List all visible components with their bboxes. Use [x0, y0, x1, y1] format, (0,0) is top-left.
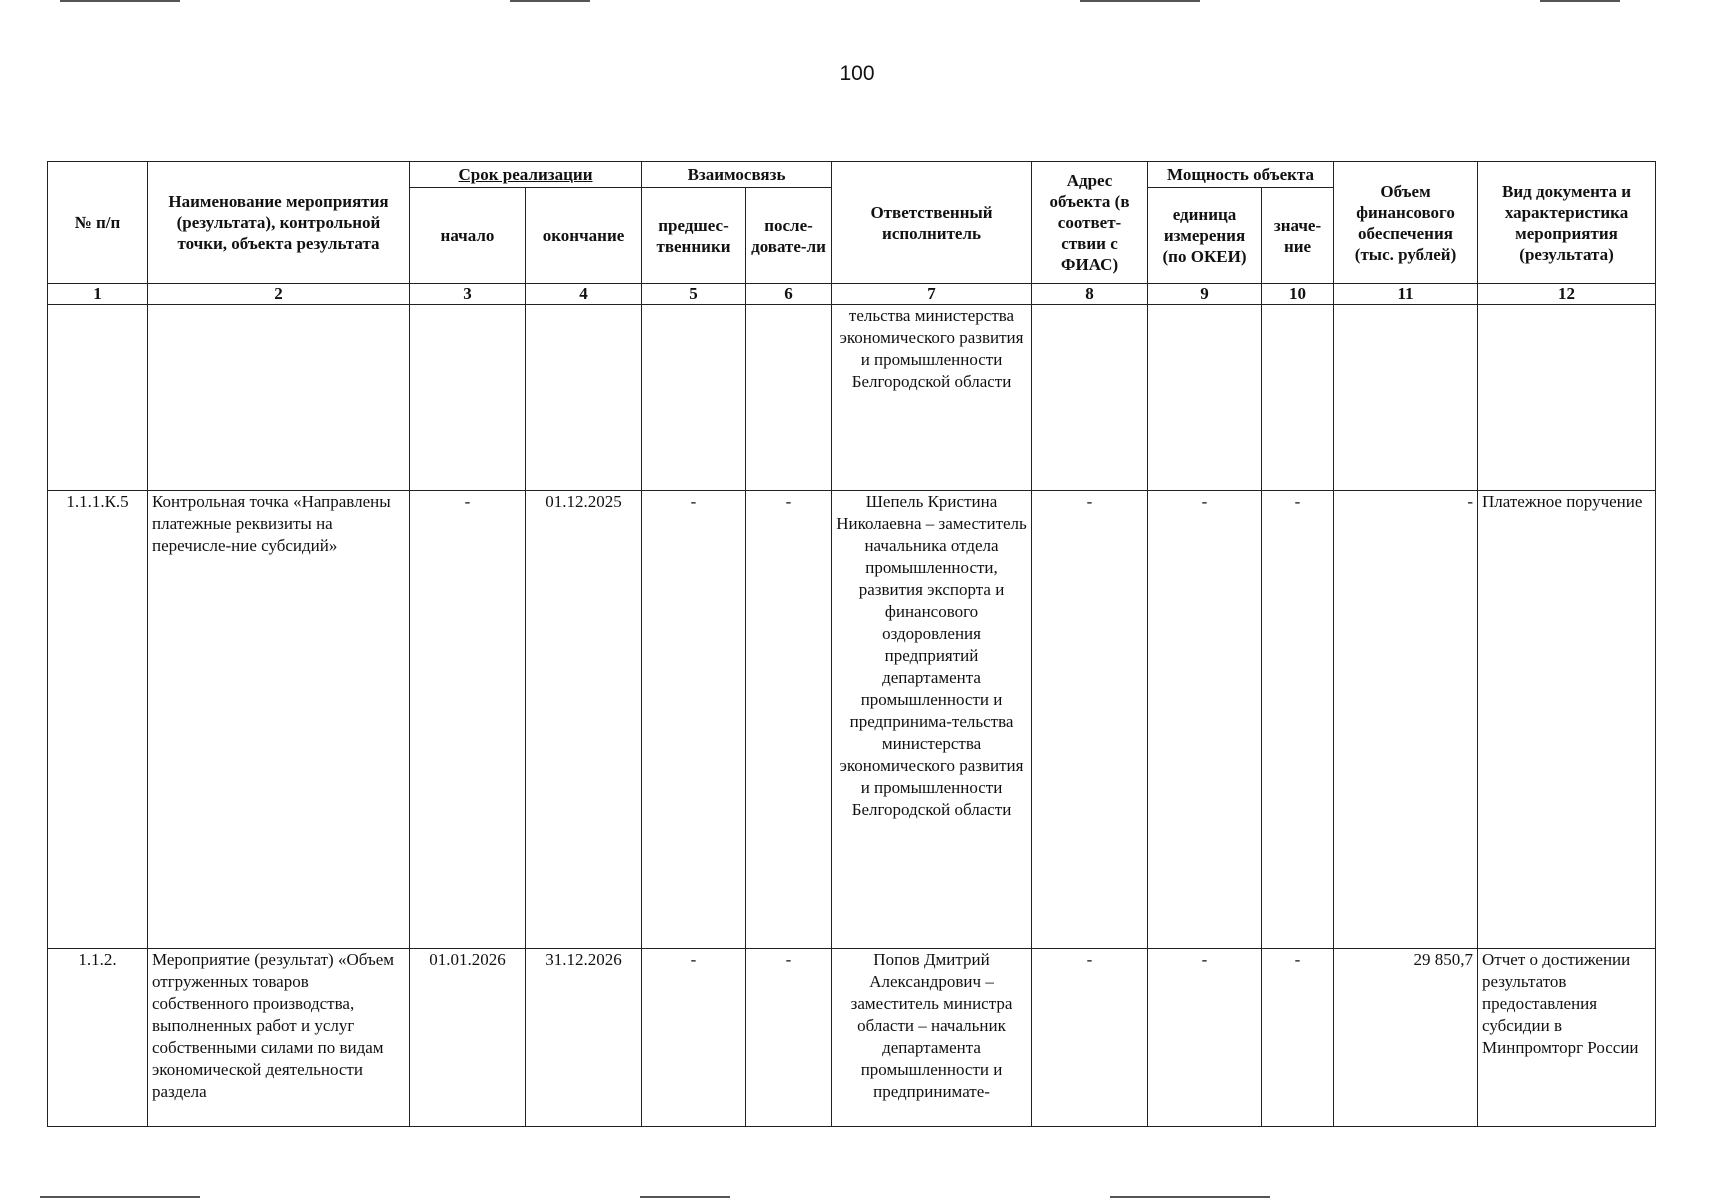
header-term-group — [410, 162, 642, 188]
cell-doc: Отчет о достижении результатов предоставления субсидии в Минпромторг России — [1478, 949, 1656, 1127]
cell-funding: - — [1334, 491, 1478, 949]
cell-value — [1262, 305, 1334, 491]
column-number: 9 — [1148, 284, 1262, 305]
column-number: 5 — [642, 284, 746, 305]
cell-unit — [1148, 305, 1262, 491]
column-number: 1 — [48, 284, 148, 305]
cell-unit: - — [1148, 949, 1262, 1127]
cell-funding — [1334, 305, 1478, 491]
header-responsible: Ответственный исполнитель — [832, 162, 1032, 284]
header-funding: Объем финансового обеспечения (тыс. рублей) — [1334, 162, 1478, 284]
cell-no — [48, 305, 148, 491]
scan-edge-top-3 — [1080, 0, 1200, 2]
column-number: 11 — [1334, 284, 1478, 305]
cell-doc — [1478, 305, 1656, 491]
column-number: 7 — [832, 284, 1032, 305]
cell-no: 1.1.2. — [48, 949, 148, 1127]
cell-address — [1032, 305, 1148, 491]
cell-doc: Платежное поручение — [1478, 491, 1656, 949]
column-number: 8 — [1032, 284, 1148, 305]
table-row — [48, 949, 1656, 1127]
header-term-end: окончание — [526, 188, 642, 284]
cell-prev — [642, 305, 746, 491]
header-capacity-group: Мощность объекта — [1148, 162, 1334, 188]
cell-funding: 29 850,7 — [1334, 949, 1478, 1127]
column-number: 12 — [1478, 284, 1656, 305]
cell-name: Мероприятие (результат) «Объем отгруженных товаров собственного производства, выполненных работ и услуг собственными силами по видам экономической деятельности раздела — [148, 949, 410, 1127]
header-name: Наименование мероприятия (результата), контрольной точки, объекта результата — [148, 162, 410, 284]
scan-edge-bottom-1 — [40, 1196, 200, 1198]
cell-start — [410, 305, 526, 491]
cell-next — [746, 305, 832, 491]
cell-responsible: Шепель Кристина Николаевна – заместитель начальника отдела промышленности, развития экспорта и финансового оздоровления предприятий департамента промышленности и предпринима-тельства министерства экономического развития и промышленности Белгородской области — [832, 491, 1032, 949]
cell-name — [148, 305, 410, 491]
cell-next: - — [746, 491, 832, 949]
header-capacity-unit: единица измерения (по ОКЕИ) — [1148, 188, 1262, 284]
cell-start: 01.01.2026 — [410, 949, 526, 1127]
header-capacity-value: значе-ние — [1262, 188, 1334, 284]
header-link-prev: предшес-твенники — [642, 188, 746, 284]
cell-value: - — [1262, 491, 1334, 949]
cell-end: 01.12.2025 — [526, 491, 642, 949]
column-number: 10 — [1262, 284, 1334, 305]
header-term-group-label: Срок реализации — [458, 165, 593, 184]
measures-table — [47, 161, 1656, 1127]
column-number: 2 — [148, 284, 410, 305]
cell-prev: - — [642, 949, 746, 1127]
header-link-next: после-довате-ли — [746, 188, 832, 284]
cell-next: - — [746, 949, 832, 1127]
scan-edge-top-1 — [60, 0, 180, 2]
cell-address: - — [1032, 491, 1148, 949]
scan-edge-bottom-3 — [1110, 1196, 1270, 1198]
cell-prev: - — [642, 491, 746, 949]
page-number: 100 — [839, 62, 875, 85]
cell-responsible: тельства министерства экономического развития и промышленности Белгородской области — [832, 305, 1032, 491]
header-doc-type: Вид документа и характеристика мероприятия (результата) — [1478, 162, 1656, 284]
table-row — [48, 491, 1656, 949]
column-number: 3 — [410, 284, 526, 305]
cell-end: 31.12.2026 — [526, 949, 642, 1127]
header-address: Адрес объекта (в соответ-ствии с ФИАС) — [1032, 162, 1148, 284]
cell-unit: - — [1148, 491, 1262, 949]
cell-start: - — [410, 491, 526, 949]
scan-edge-top-2 — [510, 0, 590, 2]
column-number: 6 — [746, 284, 832, 305]
column-number: 4 — [526, 284, 642, 305]
cell-end — [526, 305, 642, 491]
header-term-start: начало — [410, 188, 526, 284]
cell-no: 1.1.1.К.5 — [48, 491, 148, 949]
cell-address: - — [1032, 949, 1148, 1127]
scan-edge-bottom-2 — [640, 1196, 730, 1198]
cell-responsible: Попов Дмитрий Александрович – заместитель министра области – начальник департамента промышленности и предпринимате- — [832, 949, 1032, 1127]
cell-value: - — [1262, 949, 1334, 1127]
header-no: № п/п — [48, 162, 148, 284]
cell-name: Контрольная точка «Направлены платежные реквизиты на перечисле-ние субсидий» — [148, 491, 410, 949]
header-link-group: Взаимосвязь — [642, 162, 832, 188]
table-row — [48, 305, 1656, 491]
scan-edge-top-4 — [1540, 0, 1620, 2]
